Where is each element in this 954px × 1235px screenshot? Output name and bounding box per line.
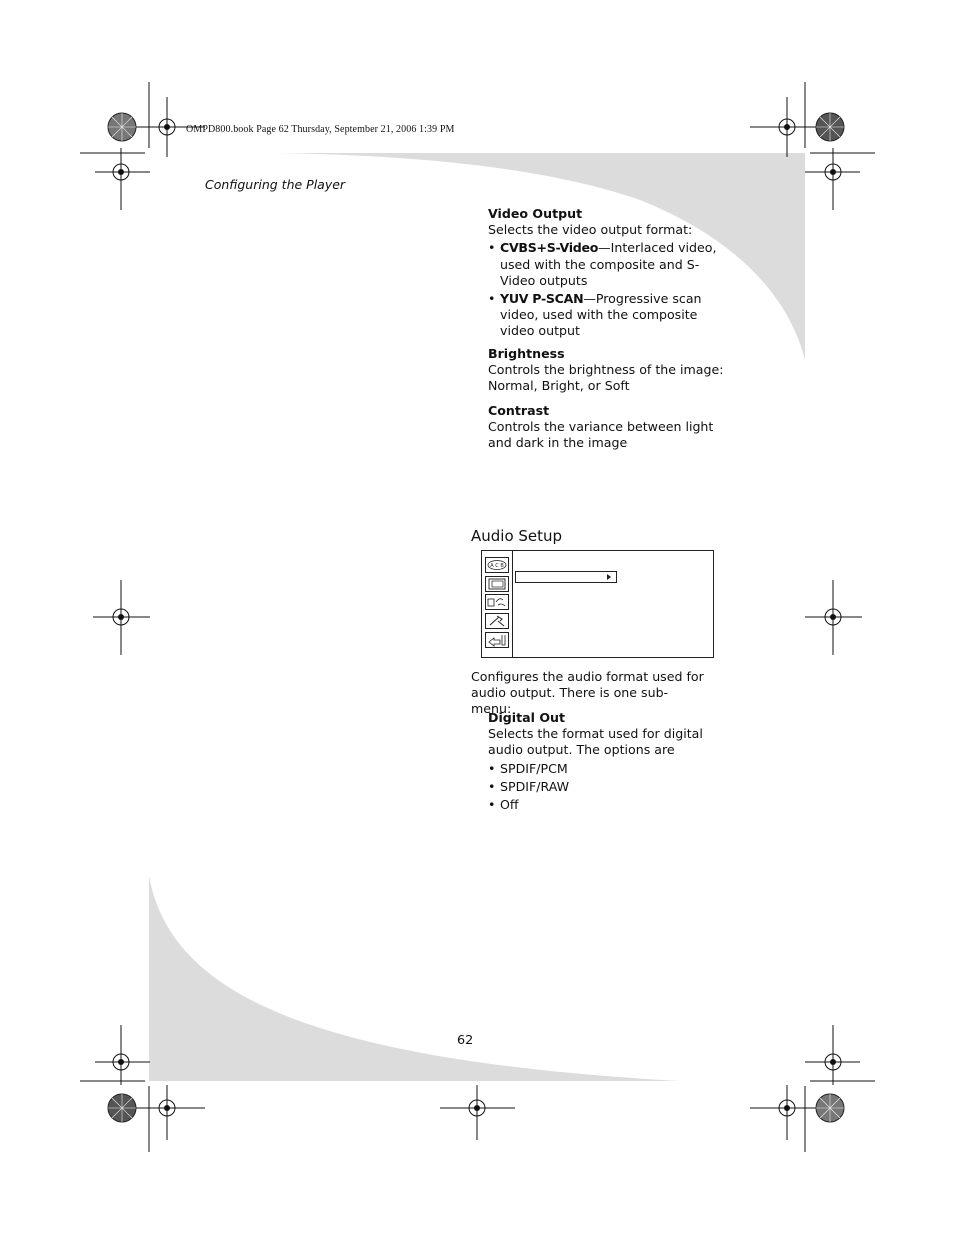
contrast-text: Controls the variance between light and dark in the image [488, 419, 714, 451]
audio-icon [485, 594, 509, 610]
chevron-right-icon [607, 574, 611, 580]
file-info-header: OMPD800.book Page 62 Thursday, September 21, 2006 1:39 PM [186, 124, 455, 135]
language-icon [485, 557, 509, 573]
bullet-text: —Progressive scan video, used with the composite video output [500, 291, 702, 339]
tools-icon [485, 613, 509, 629]
bullet-text: —Interlaced video, used with the composite and S-Video outputs [500, 240, 717, 288]
list-item [488, 240, 728, 289]
digital-out-heading: Digital Out [488, 710, 566, 725]
list-item [488, 291, 728, 340]
list-item: • SPDIF/PCM [488, 761, 728, 777]
svg-text:A C B: A C B [490, 563, 504, 569]
brightness-heading: Brightness [488, 346, 565, 361]
list-item: • SPDIF/RAW [488, 779, 728, 795]
audio-setup-menu-illustration [481, 550, 713, 658]
contrast-heading: Contrast [488, 403, 550, 418]
running-head: Configuring the Player [205, 177, 346, 192]
brightness-section [488, 346, 728, 395]
page-number: 62 [457, 1033, 474, 1048]
exit-icon [485, 632, 509, 648]
video-output-heading: Video Output [488, 206, 583, 221]
menu-selection-bar [515, 571, 617, 583]
list-item: • Off [488, 797, 728, 813]
brightness-text: Controls the brightness of the image: Normal, Bright, or Soft [488, 362, 724, 394]
video-output-intro: Selects the video output format: [488, 222, 693, 238]
digital-out-text: Selects the format used for digital audio output. The options are [488, 726, 703, 758]
contrast-section [488, 403, 728, 452]
menu-icon-column [482, 551, 513, 657]
video-output-section [488, 206, 728, 340]
bullet-term: YUV P-SCAN [500, 291, 584, 307]
audio-setup-description: Configures the audio format used for audio output. There is one sub-menu: [471, 669, 704, 717]
section-title: Audio Setup [471, 527, 563, 545]
digital-out-section [488, 710, 728, 813]
bullet-term: CVBS+S-Video [500, 240, 599, 256]
display-icon [485, 576, 509, 592]
